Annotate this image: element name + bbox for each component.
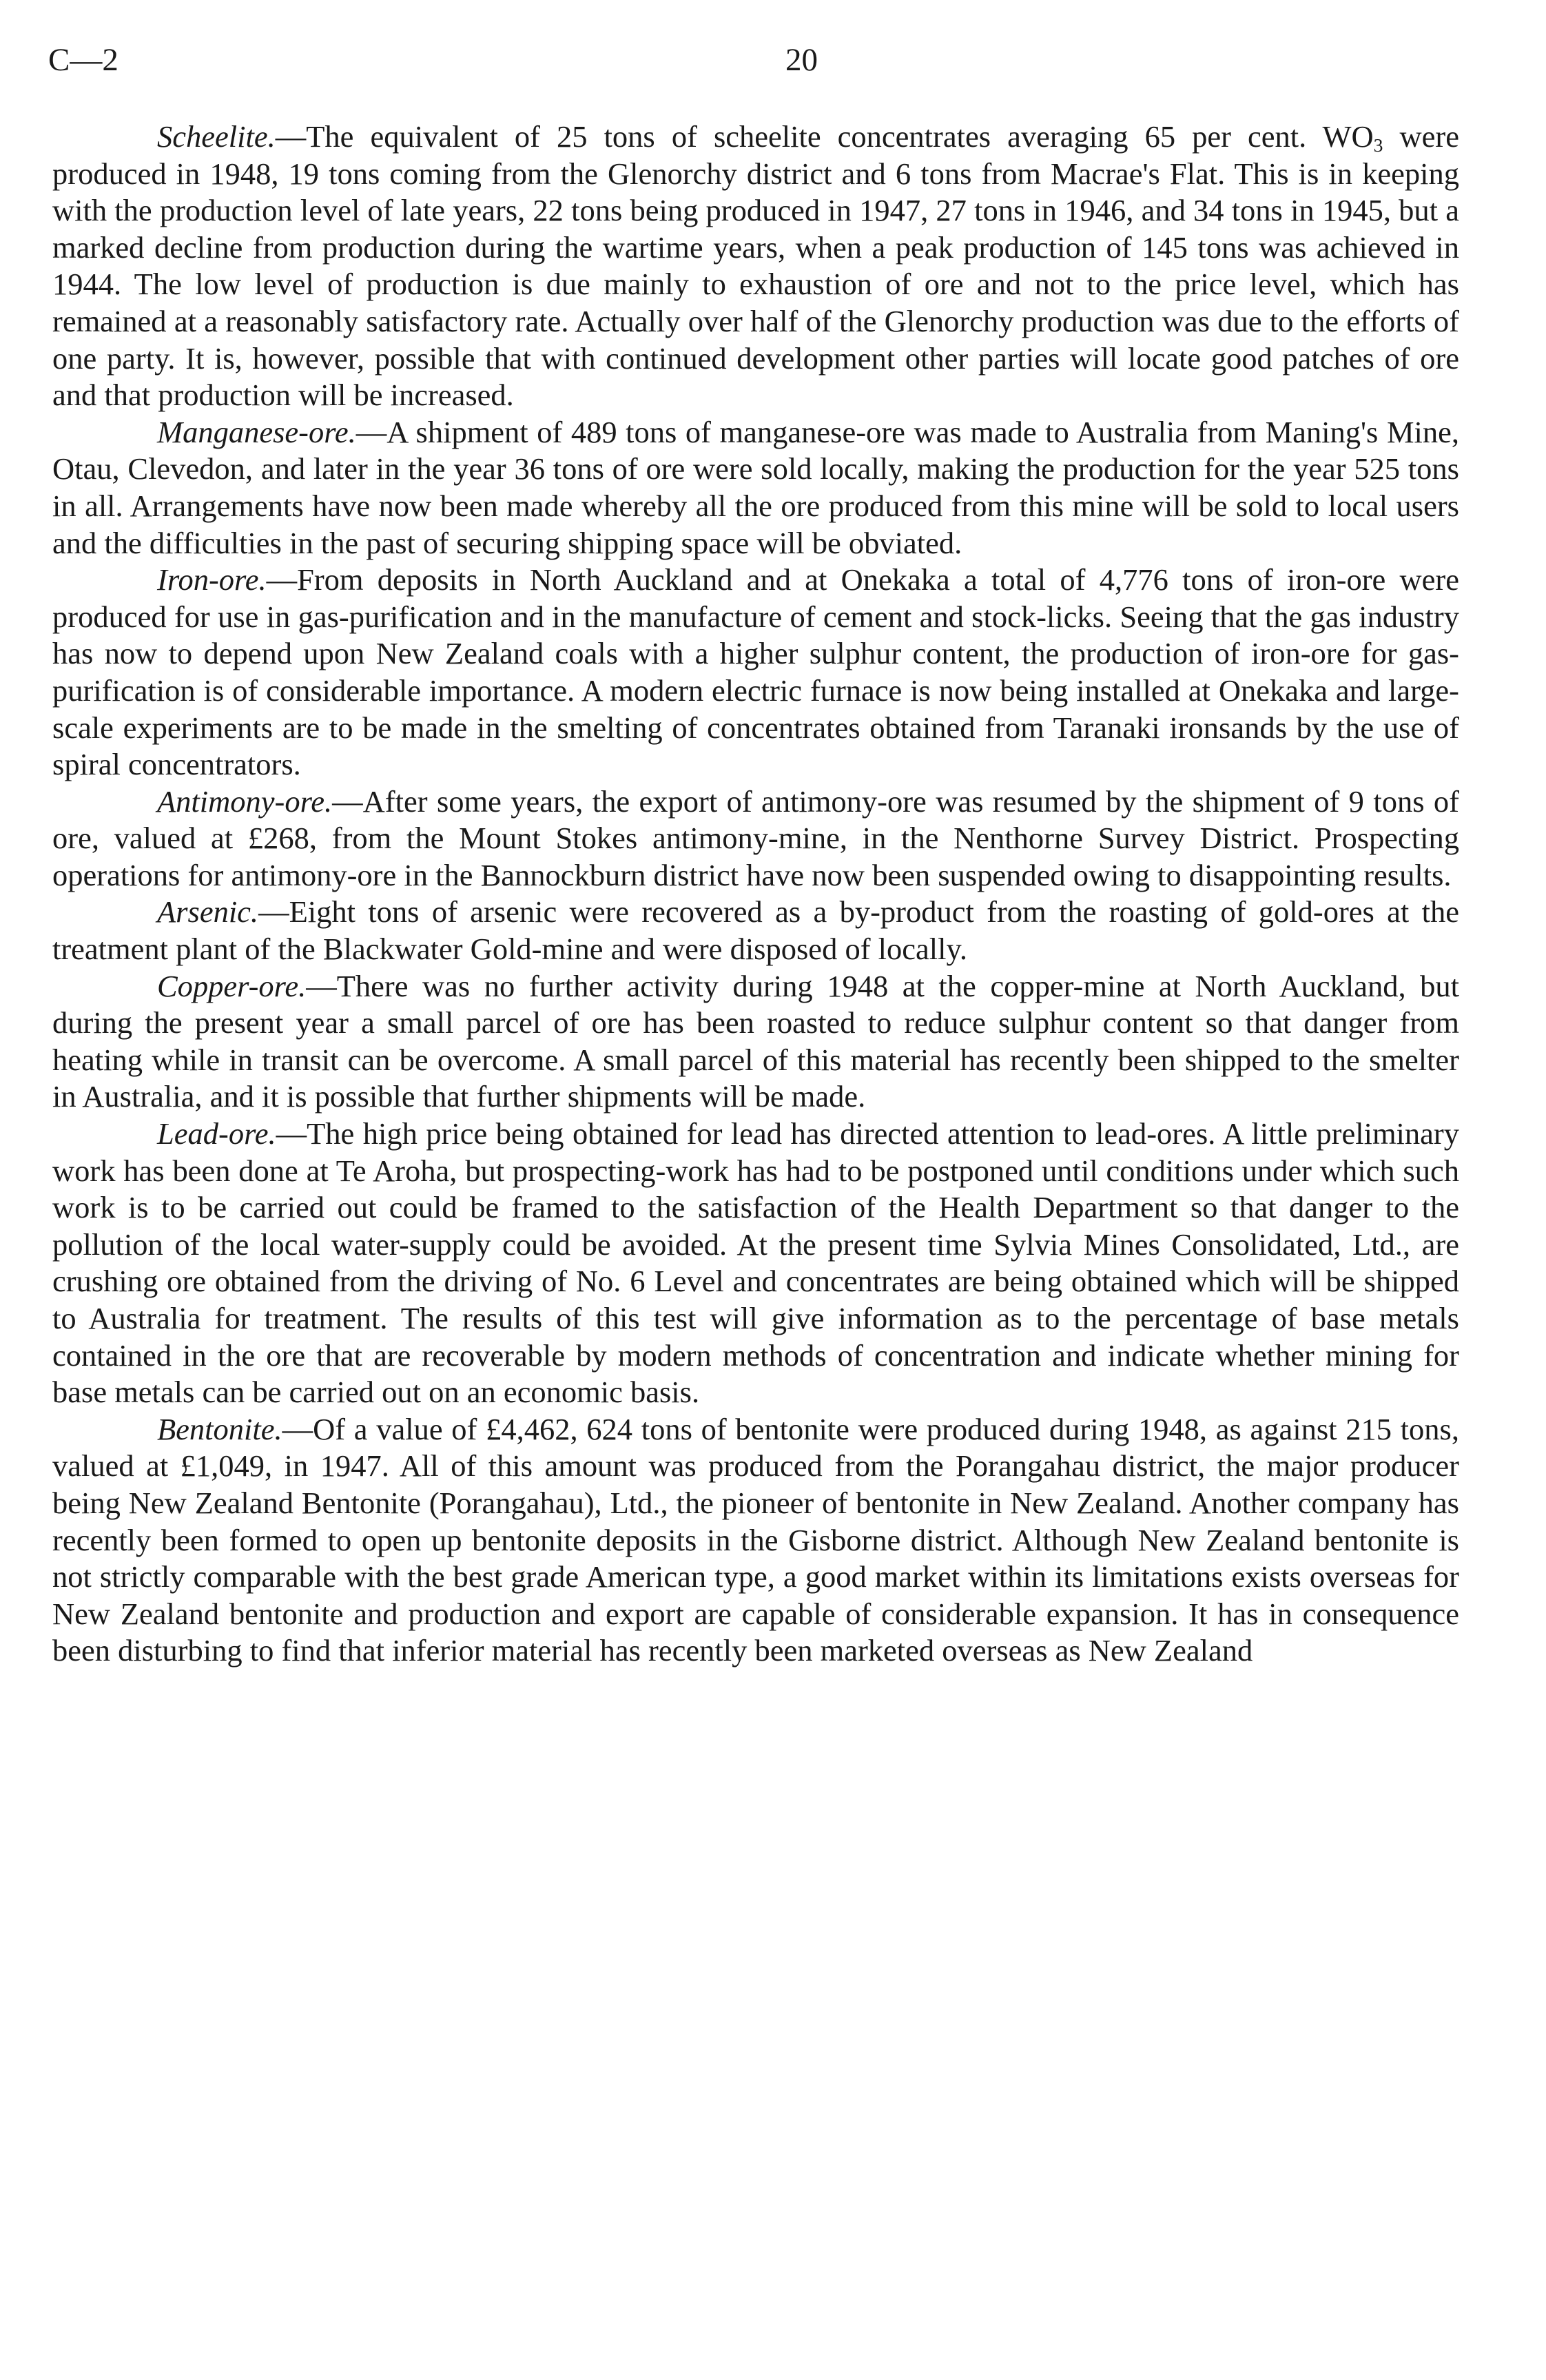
paragraph-manganese [52, 414, 1459, 562]
paragraph-text-iron: —From deposits in North Auckland and at Onekaka a total of 4,776 tons of iron-ore were produced for use in gas-purification and in the manufacture of cement and stock-licks. Seeing that the gas industry has now to depend upon New Zealand coals with a higher sulphur content, the production of iron-ore for gas-purification is of considerable importance. A modern electric furnace is now being installed at Onekaka and large-scale experiments are to be made in the smelting of concentrates obtained from Taranaki ironsands by the use of spiral concentrators. [52, 562, 1459, 782]
paragraph-title-bentonite: Bentonite. [157, 1411, 282, 1446]
page-header [48, 41, 1461, 90]
paragraph-text-copper: —There was no further activity during 1948 at the copper-mine at North Auckland, but during the present year a small parcel of ore has been roasted to reduce sulphur content so that danger from heating while in transit can be overcome. A small parcel of this material has recently been shipped to the smelter in Australia, and it is possible that further shipments will be made. [52, 968, 1459, 1114]
paragraph-text-antimony: —After some years, the export of antimony-ore was resumed by the shipment of 9 tons of ore, valued at £268, from the Mount Stokes antimony-mine, in the Nenthorne Survey District. Prospecting operations for antimony-ore in the Bannockburn district have now been suspended owing to disappointing results. [52, 783, 1459, 892]
paragraph-title-copper: Copper-ore. [157, 968, 307, 1003]
paragraph-bentonite [52, 1411, 1459, 1670]
paragraph-text-bentonite: —Of a value of £4,462, 624 tons of bentonite were produced during 1948, as against 215 tons, valued at £1,049, in 1947. All of this amount was produced from the Porangahau district, the major producer being New Zealand Bentonite (Porangahau), Ltd., the pioneer of bentonite in New Zealand. Another company has recently been formed to open up bentonite deposits in the Gisborne district. Although New Zealand bentonite is not strictly comparable with the best grade American type, a good market within its limitations exists overseas for New Zealand bentonite and production and export are capable of considerable expansion. It has in consequence been disturbing to find that inferior material has recently been marketed overseas as New Zealand [52, 1411, 1459, 1668]
paragraph-text-manganese: —A shipment of 489 tons of manganese-ore was made to Australia from Maning's Mine, Otau, Clevedon, and later in the year 36 tons of ore were sold locally, making the production for the year 525 tons in all. Arrangements have now been made whereby all the ore produced from this mine will be sold to local users and the difficulties in the past of securing shipping space will be obviated. [52, 414, 1459, 560]
paragraph-text-scheelite-b: were produced in 1948, 19 tons coming from the Glenorchy district and 6 tons from Macrae's Flat. This is in keeping with the production level of late years, 22 tons being produced in 1947, 27 tons in 1946, and 34 tons in 1945, but a marked decline from production during the wartime years, when a peak production of 145 tons was achieved in 1944. The low level of production is due mainly to exhaustion of ore and not to the price level, which has remained at a reasonably satisfactory rate. Actually over half of the Glenorchy production was due to the efforts of one party. It is, however, possible that with continued development other parties will locate good patches of ore and that production will be increased. [52, 119, 1459, 413]
subscript-3: 3 [1373, 134, 1383, 156]
paragraph-title-iron: Iron-ore. [157, 562, 267, 597]
paragraph-title-manganese: Manganese-ore. [157, 414, 356, 449]
paragraph-lead [52, 1116, 1459, 1411]
paragraph-copper [52, 968, 1459, 1116]
paragraph-title-scheelite: Scheelite. [157, 119, 276, 154]
paragraph-text-scheelite-a: —The equivalent of 25 tons of scheelite concentrates averaging 65 per cent. WO [275, 119, 1374, 154]
paragraph-title-antimony: Antimony-ore. [157, 783, 333, 819]
document-body [52, 119, 1459, 1670]
paragraph-text-lead: —The high price being obtained for lead has directed attention to lead-ores. A little preliminary work has been done at Te Aroha, but prospecting-work has had to be postponed until conditions under which such work is to be carried out could be framed to the satisfaction of the Health Department so that danger to the pollution of the local water-supply could be avoided. At the present time Sylvia Mines Consolidated, Ltd., are crushing ore obtained from the driving of No. 6 Level and concentrates are being obtained which will be shipped to Australia for treatment. The results of this test will give information as to the percentage of base metals contained in the ore that are recoverable by modern methods of concentration and indicate whether mining for base metals can be carried out on an economic basis. [52, 1116, 1459, 1410]
paragraph-title-arsenic: Arsenic. [157, 894, 259, 930]
page-number: 20 [785, 42, 818, 78]
paragraph-text-arsenic: —Eight tons of arsenic were recovered as a by-product from the roasting of gold-ores at the treatment plant of the Blackwater Gold-mine and were disposed of locally. [52, 894, 1459, 967]
paragraph-antimony [52, 783, 1459, 894]
paragraph-iron [52, 562, 1459, 783]
paragraph-scheelite [52, 119, 1459, 414]
paragraph-title-lead: Lead-ore. [157, 1116, 276, 1151]
document-reference: C—2 [48, 42, 118, 78]
paragraph-arsenic [52, 894, 1459, 967]
